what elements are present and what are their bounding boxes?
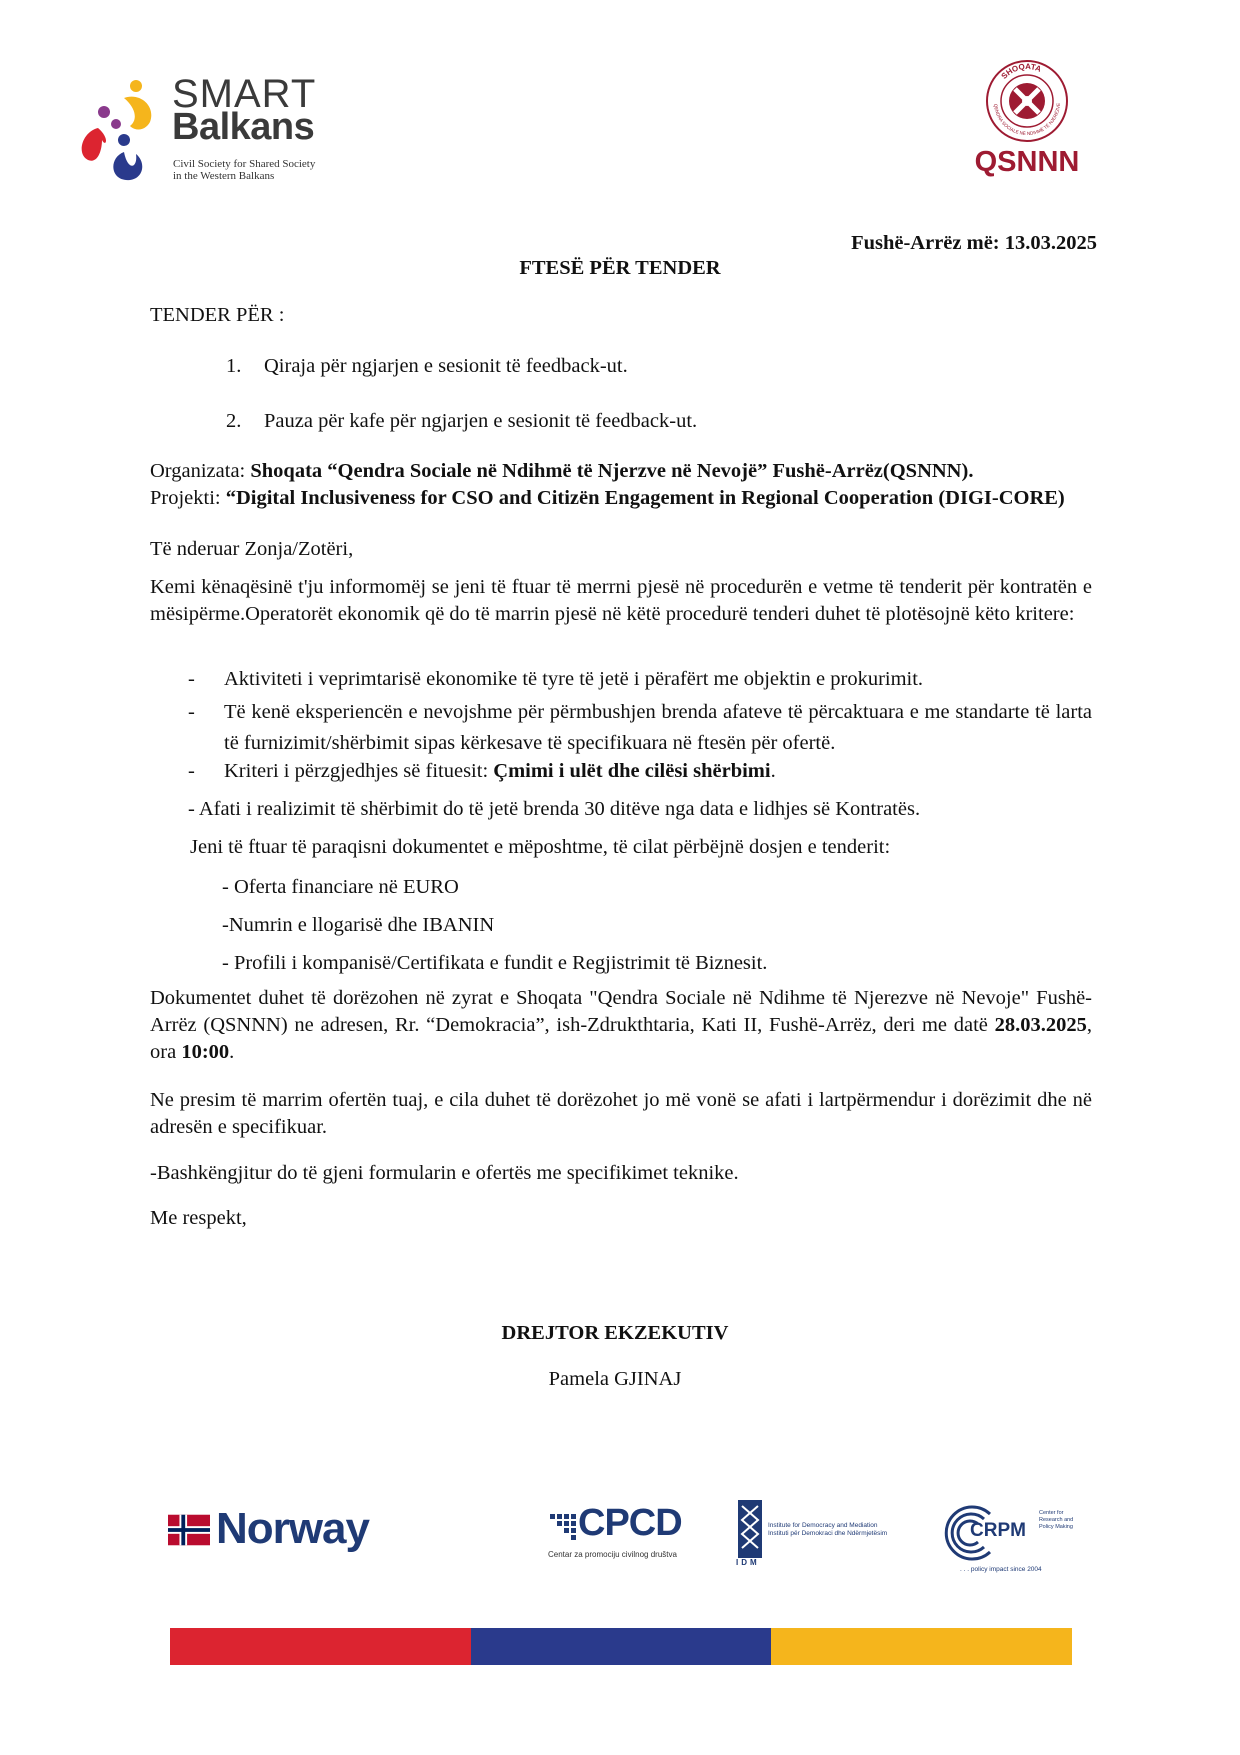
- tender-item-text: Pauza për kafe për ngjarjen e sesionit të feedback-ut.: [264, 410, 698, 432]
- tender-label: TENDER PËR :: [150, 304, 285, 326]
- criteria-text: Aktiviteti i veprimtarisë ekonomike të tyre të jetë i përafërt me objektin e prokurimit.: [224, 668, 924, 690]
- letter-title: FTESË PËR TENDER: [519, 257, 721, 279]
- document-item: -Numrin e llogarisë dhe IBANIN: [222, 914, 495, 936]
- criteria-bold-text: Çmimi i ulët dhe cilësi shërbimi: [493, 760, 771, 782]
- idm-name: Institute for Democracy and Mediation Instituti për Demokraci dhe Ndërmjetësim: [768, 1522, 888, 1537]
- idm-emblem-icon: [736, 1500, 764, 1558]
- qsnnn-ring-text: QENDRA SOCIALE NË NDIHMË TË NJERËZVE: [993, 102, 1062, 137]
- cpcd-grid-icon: [548, 1512, 578, 1542]
- closing: Me respekt,: [150, 1207, 247, 1229]
- tender-item-text: Qiraja për ngjarjen e sesionit të feedback-ut.: [264, 355, 628, 377]
- norway-logo: [168, 1504, 378, 1554]
- tender-item: [226, 408, 697, 435]
- intro-paragraph: Kemi kënaqësinë t'ju informomëj se jeni të ftuar të merrni pjesë në procedurën e vetme të tenderit për kontratën e mësipërme.Operatorët ekonomik që do të marrin pjesë në këtë procedurë tenderi duhet të plotësojnë këto kritere:: [150, 576, 1092, 625]
- qsnnn-name: QSNNN: [974, 146, 1080, 178]
- project-label: Projekti:: [150, 487, 226, 509]
- smart-balkans-line2: Balkans: [172, 106, 315, 148]
- await-paragraph: Ne presim të marrim ofertën tuaj, e cila duhet të dorëzohet jo më vonë se afati i lartpërmendur i dorëzimit dhe në adresën e specifikuar.: [150, 1089, 1092, 1138]
- organization-block: [150, 458, 1090, 512]
- svg-text:SHOQATA: [1000, 62, 1043, 81]
- smart-balkans-line1: SMART: [172, 72, 317, 116]
- submission-time: 10:00: [181, 1041, 230, 1063]
- documents-invite: Jeni të ftuar të paraqisni dokumentet e mëposhtme, të cilat përbëjnë dosjen e tenderit:: [190, 836, 891, 858]
- org-label: Organizata:: [150, 460, 251, 482]
- criteria-text: Të kenë eksperiencën e nevojshme për përmbushjen brenda afateve të përcaktuara e me standarte të larta të furnizimit/shërbimit sipas kërkesave të specifikuara në ftesën për ofertë.: [224, 701, 1092, 754]
- criteria-item: - Aktiviteti i veprimtarisë ekonomike të tyre të jetë i përafërt me objektin e prokurimit.: [188, 666, 1092, 693]
- tender-item-number: 2.: [226, 410, 242, 432]
- crpm-side-text: Center for Research and Policy Making: [1039, 1510, 1074, 1530]
- org-value: Shoqata “Qendra Sociale në Ndihmë të Njerzve në Nevojë” Fushë-Arrëz(QSNNN).: [250, 460, 974, 482]
- submission-date: 28.03.2025: [994, 1014, 1087, 1036]
- color-bar-segment: [471, 1628, 772, 1665]
- document-item: - Profili i kompanisë/Certifikata e fundit e Regjistrimit të Biznesit.: [222, 952, 768, 974]
- salutation: Të nderuar Zonja/Zotëri,: [150, 538, 354, 560]
- smart-balkans-logo: [80, 72, 330, 188]
- project-value: “Digital Inclusiveness for CSO and Citizën Engagement in Regional Cooperation (DIGI-CORE): [225, 487, 1065, 509]
- cpcd-logo: [548, 1502, 682, 1566]
- crpm-logo: [940, 1504, 1080, 1576]
- submission-paragraph: Dokumentet duhet të dorëzohen në zyrat e Shoqata "Qendra Sociale në Ndihme të Njerezve në Nevoje" Fushë-Arrëz (QSNNN) ne adresen, Rr. “Demokracia”, ish-Zdrukthtaria, Kati II, Fushë-Arrëz, deri me datë 28.03.2025, ora 10:00.: [150, 987, 1092, 1063]
- signer-name: Pamela GJINAJ: [548, 1368, 682, 1390]
- norway-text: Norway: [216, 1504, 369, 1553]
- color-bar-segment: [771, 1628, 1072, 1665]
- qsnnn-emblem-icon: [984, 58, 1070, 144]
- criteria-item: - Kriteri i përzgjedhjes së fituesit: Çmimi i ulët dhe cilësi shërbimi.: [188, 760, 776, 782]
- footer-color-bar: [170, 1628, 1072, 1665]
- criteria-item: - Të kenë eksperiencën e nevojshme për përmbushjen brenda afateve të përcaktuara e me standarte të larta të furnizimit/shërbimit sipas kërkesave të specifikuara në ftesën për ofertë.: [188, 697, 1092, 759]
- cpcd-subtitle: Centar za promociju civilnog društva: [548, 1550, 677, 1559]
- attachment-note: -Bashkëngjitur do të gjeni formularin e ofertës me specifikimet teknike.: [150, 1162, 739, 1184]
- tender-item-number: 1.: [226, 355, 242, 377]
- deadline-line: - Afati i realizimit të shërbimit do të jetë brenda 30 ditëve nga data e lidhjes së Kontratës.: [188, 798, 921, 820]
- criteria-text: Kriteri i përzgjedhjes së fituesit:: [224, 760, 494, 782]
- signer-title: DREJTOR EKZEKUTIV: [501, 1322, 729, 1344]
- crpm-tagline: . . . policy impact since 2004: [960, 1566, 1042, 1573]
- smart-balkans-figure-icon: [80, 78, 170, 188]
- document-item: - Oferta financiare në EURO: [222, 876, 459, 898]
- idm-letters: IDM: [736, 1558, 760, 1567]
- idm-logo: [736, 1500, 886, 1570]
- cpcd-text: CPCD: [578, 1502, 682, 1544]
- norway-flag-icon: [168, 1514, 210, 1546]
- smart-balkans-tagline: Civil Society for Shared Society in the Western Balkans: [173, 158, 316, 182]
- tender-item: [226, 353, 628, 380]
- color-bar-segment: [170, 1628, 471, 1665]
- letter-date: Fushë-Arrëz më: 13.03.2025: [851, 232, 1097, 254]
- qsnnn-arc-text: SHOQATA: [999, 61, 1043, 81]
- qsnnn-logo: [962, 58, 1092, 178]
- crpm-text: CRPM: [970, 1520, 1026, 1541]
